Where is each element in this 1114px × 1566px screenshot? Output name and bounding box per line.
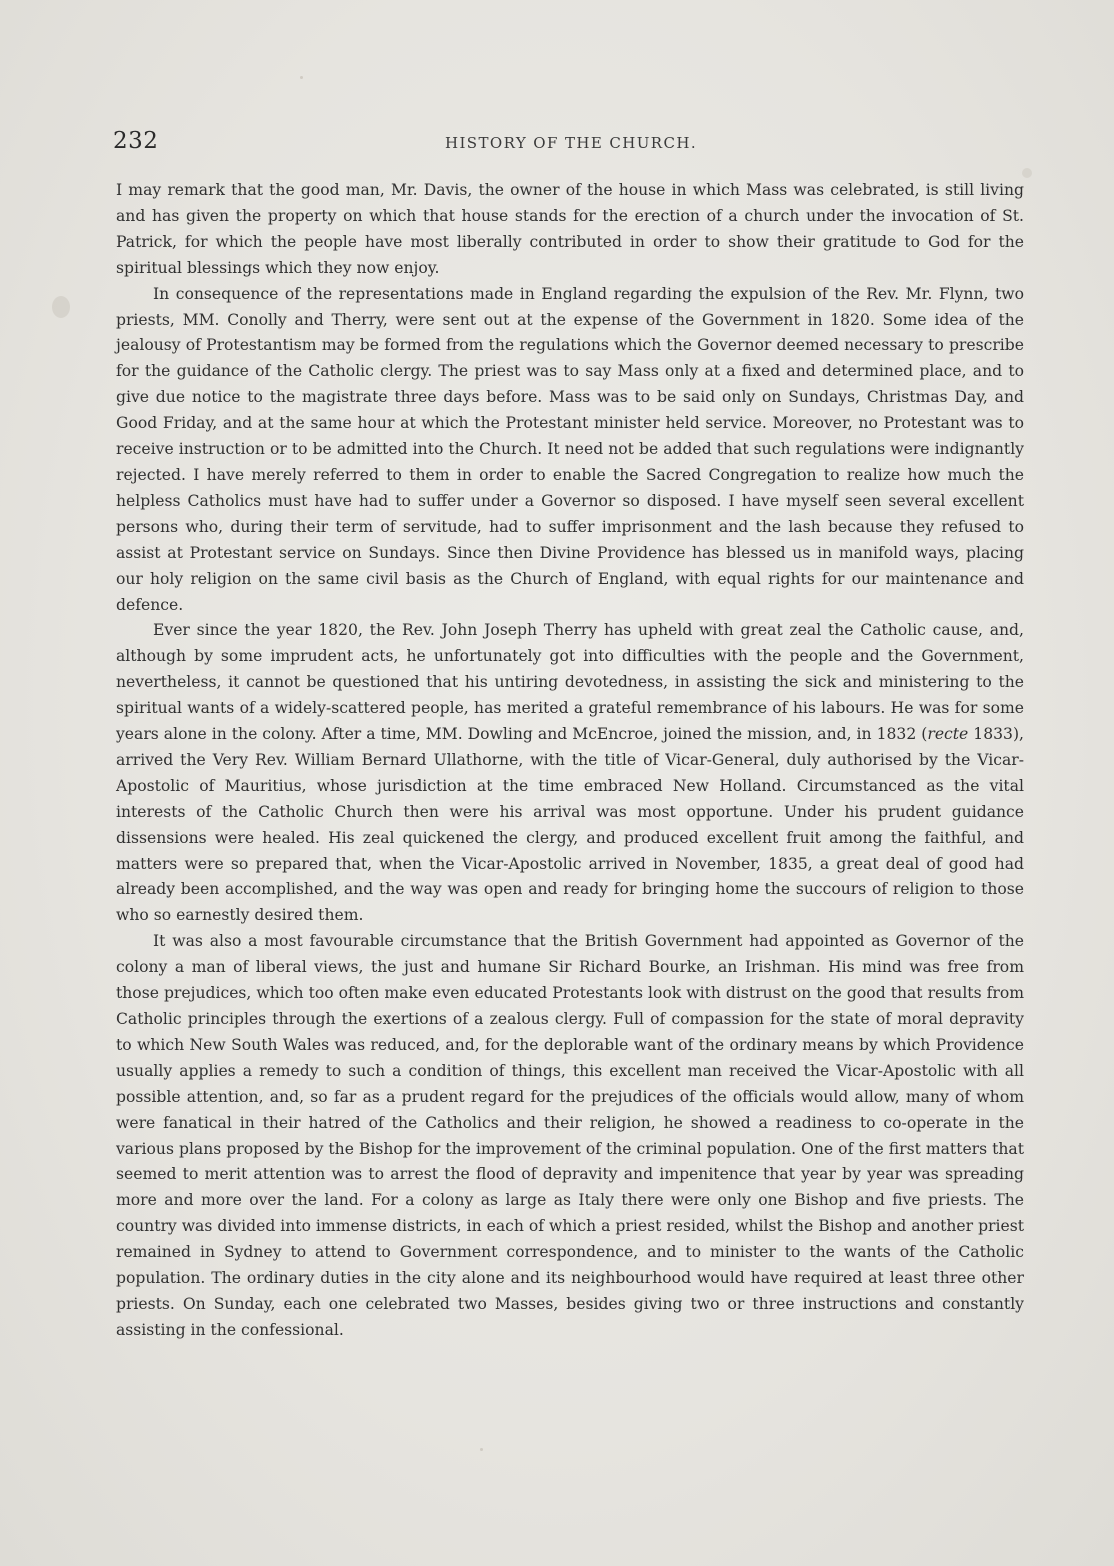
paragraph-3-text-b: 1833), arrived the Very Rev. William Bernard Ullathorne, with the title of Vicar-General, duly authorised by the Vicar-Apostolic of Mauritius, whose jurisdiction at the time embraced New Holland. Circumstanced as the vital interests of the Catholic Church then were his arrival was most opportune. Under his prudent guidance dissensions were healed. His zeal quickened the clergy, and produced excellent fruit among the faithful, and matters were so prepared that, when the Vicar-Apostolic arrived in November, 1835, a great deal of good had already been accomplished, and the way was open and ready for bringing home the succours of religion to those who so earnestly desired them. <box>116 725 1025 925</box>
paragraph-3-text-a: Ever since the year 1820, the Rev. John Joseph Therry has upheld with great zeal the Catholic cause, and, although by some imprudent acts, he unfortunately got into difficulties with the people and the Government, nevertheless, it cannot be questioned that his untiring devotedness, in assisting the sick and ministering to the spiritual wants of a widely-scattered people, has merited a grateful remembrance of his labours. He was for some years alone in the colony. After a time, MM. Dowling and McEncroe, joined the mission, and, in 1832 ( <box>116 621 1024 744</box>
paragraph-2: In consequence of the representations made in England regarding the expulsion of the Rev. Mr. Flynn, two priests, MM. Conolly and Therry, were sent out at the expense of the Government in 1820. Some idea of the jealousy of Protestantism may be formed from the regulations which the Governor deemed necessary to prescribe for the guidance of the Catholic clergy. The priest was to say Mass only at a fixed and determined place, and to give due notice to the magistrate three days before. Mass was to be said only on Sundays, Christmas Day, and Good Friday, and at the same hour at which the Protestant minister held service. Moreover, no Protestant was to receive instruction or to be admitted into the Church. It need not be added that such regulations were indignantly rejected. I have merely referred to them in order to enable the Sacred Congregation to realize how much the helpless Catholics must have had to suffer under a Governor so disposed. I have myself seen several excellent persons who, during their term of servitude, had to suffer imprisonment and the lash because they refused to assist at Protestant service on Sundays. Since then Divine Providence has blessed us in manifold ways, placing our holy religion on the same civil basis as the Church of England, with equal rights for our maintenance and defence. <box>116 284 1024 614</box>
paper-speck <box>300 76 303 79</box>
body-text <box>116 178 1024 1344</box>
paper-speck <box>480 1448 483 1451</box>
paragraph-1: I may remark that the good man, Mr. Davis, the owner of the house in which Mass was celebrated, is still living and has given the property on which that house stands for the erection of a church under the invocation of St. Patrick, for which the people have most liberally contributed in order to show their gratitude to God for the spiritual blessings which they now enjoy. <box>116 181 1024 277</box>
italic-recte: recte <box>927 725 969 744</box>
running-head: HISTORY OF THE CHURCH. <box>445 134 697 152</box>
paper-speck <box>1022 168 1032 178</box>
page-number: 232 <box>113 128 159 154</box>
paragraph-4: It was also a most favourable circumstance that the British Government had appointed as Governor of the colony a man of liberal views, the just and humane Sir Richard Bourke, an Irishman. His mind was free from those prejudices, which too often make even educated Protestants look with distrust on the good that results from Catholic principles through the exertions of a zealous clergy. Full of compassion for the state of moral depravity to which New South Wales was reduced, and, for the deplorable want of the ordinary means by which Providence usually applies a remedy to such a condition of things, this excellent man received the Vicar-Apostolic with all possible attention, and, so far as a prudent regard for the prejudices of the officials would allow, many of whom were fanatical in their hatred of the Catholics and their religion, he showed a readiness to co-operate in the various plans proposed by the Bishop for the improvement of the criminal population. One of the first matters that seemed to merit attention was to arrest the flood of depravity and impenitence that year by year was spreading more and more over the land. For a colony as large as Italy there were only one Bishop and five priests. The country was divided into immense districts, in each of which a priest resided, whilst the Bishop and another priest remained in Sydney to attend to Government correspondence, and to minister to the wants of the Catholic population. The ordinary duties in the city alone and its neighbourhood would have required at least three other priests. On Sunday, each one celebrated two Masses, besides giving two or three instructions and constantly assisting in the confessional. <box>116 932 1024 1339</box>
paper-speck <box>52 296 70 318</box>
paragraph-3 <box>116 618 1024 929</box>
